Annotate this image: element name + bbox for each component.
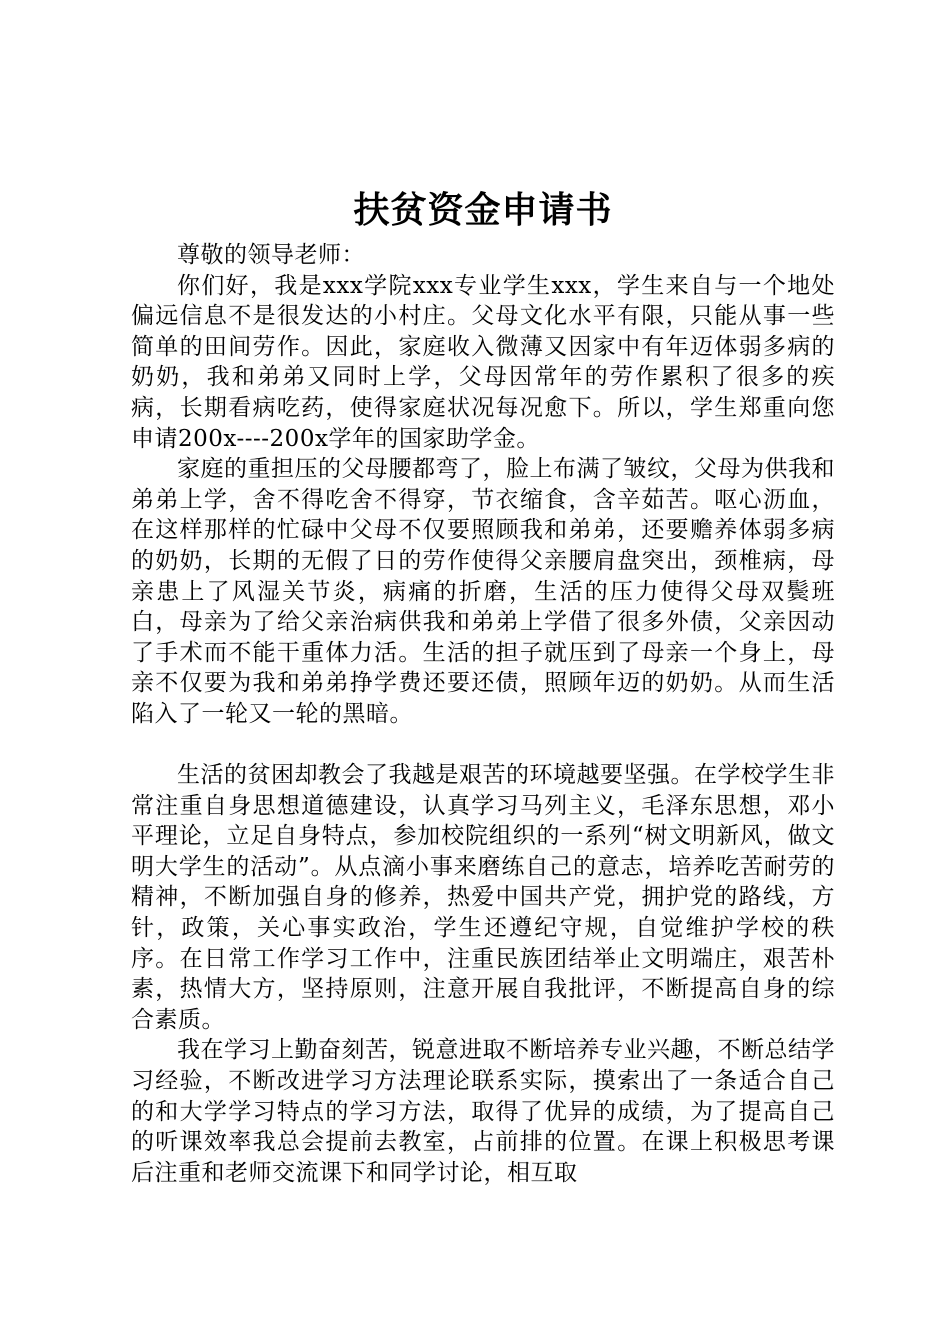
document-page [131,180,835,1188]
document-title: 扶贫资金申请书 [353,189,613,231]
body-paragraph: 生活的贫困却教会了我越是艰苦的环境越要坚强。在学校学生非常注重自身思想道德建设，认真学习马列主义，毛泽东思想，邓小平理论，立足自身特点，参加校院组织的一系列“树文明新风，做文明大学生的活动”。从点滴小事来磨练自己的意志，培养吃苦耐劳的精神，不断加强自身的修养，热爱中国共产党，拥护党的路线，方针，政策，关心事实政治，学生还遵纪守规，自觉维护学校的秩序。在日常工作学习工作中，注重民族团结举止文明端庄，艰苦朴素，热情大方，坚持原则，注意开展自我批评，不断提高自身的综合素质。 [131,762,835,1033]
paragraph-spacer [131,730,835,761]
greeting-line: 尊敬的领导老师： [177,242,365,268]
body-paragraph: 我在学习上勤奋刻苦，锐意进取不断培养专业兴趣，不断总结学习经验，不断改进学习方法理论联系实际，摸索出了一条适合自己的和大学学习特点的学习方法，取得了优异的成绩，为了提高自己的听课效率我总会提前去教室，占前排的位置。在课上积极思考课后注重和老师交流课下和同学讨论，相互取 [131,1037,835,1186]
body-paragraph: 你们好，我是xxx学院xxx专业学生xxx，学生来自与一个地处偏远信息不是很发达的小村庄。父母文化水平有限，只能从事一些简单的田间劳作。因此，家庭收入微薄又因家中有年迈体弱多病的奶奶，我和弟弟又同时上学，父母因常年的劳作累积了很多的疾病，长期看病吃药，使得家庭状况每况愈下。所以，学生郑重向您申请200x----200x学年的国家助学金。 [131,272,835,452]
body-paragraph: 家庭的重担压的父母腰都弯了，脸上布满了皱纹，父母为供我和弟弟上学，舍不得吃舍不得穿，节衣缩食，含辛茹苦。呕心沥血，在这样那样的忙碌中父母不仅要照顾我和弟弟，还要赡养体弱多病的奶奶，长期的无假了日的劳作使得父亲腰肩盘突出，颈椎病，母亲患上了风湿关节炎，病痛的折磨，生活的压力使得父母双鬓班白，母亲为了给父亲治病供我和弟弟上学借了很多外债，父亲因动了手术而不能干重体力活。生活的担子就压到了母亲一个身上，母亲不仅要为我和弟弟挣学费还要还债，照顾年迈的奶奶。从而生活陷入了一轮又一轮的黑暗。 [131,456,835,727]
document-body [131,240,835,1188]
